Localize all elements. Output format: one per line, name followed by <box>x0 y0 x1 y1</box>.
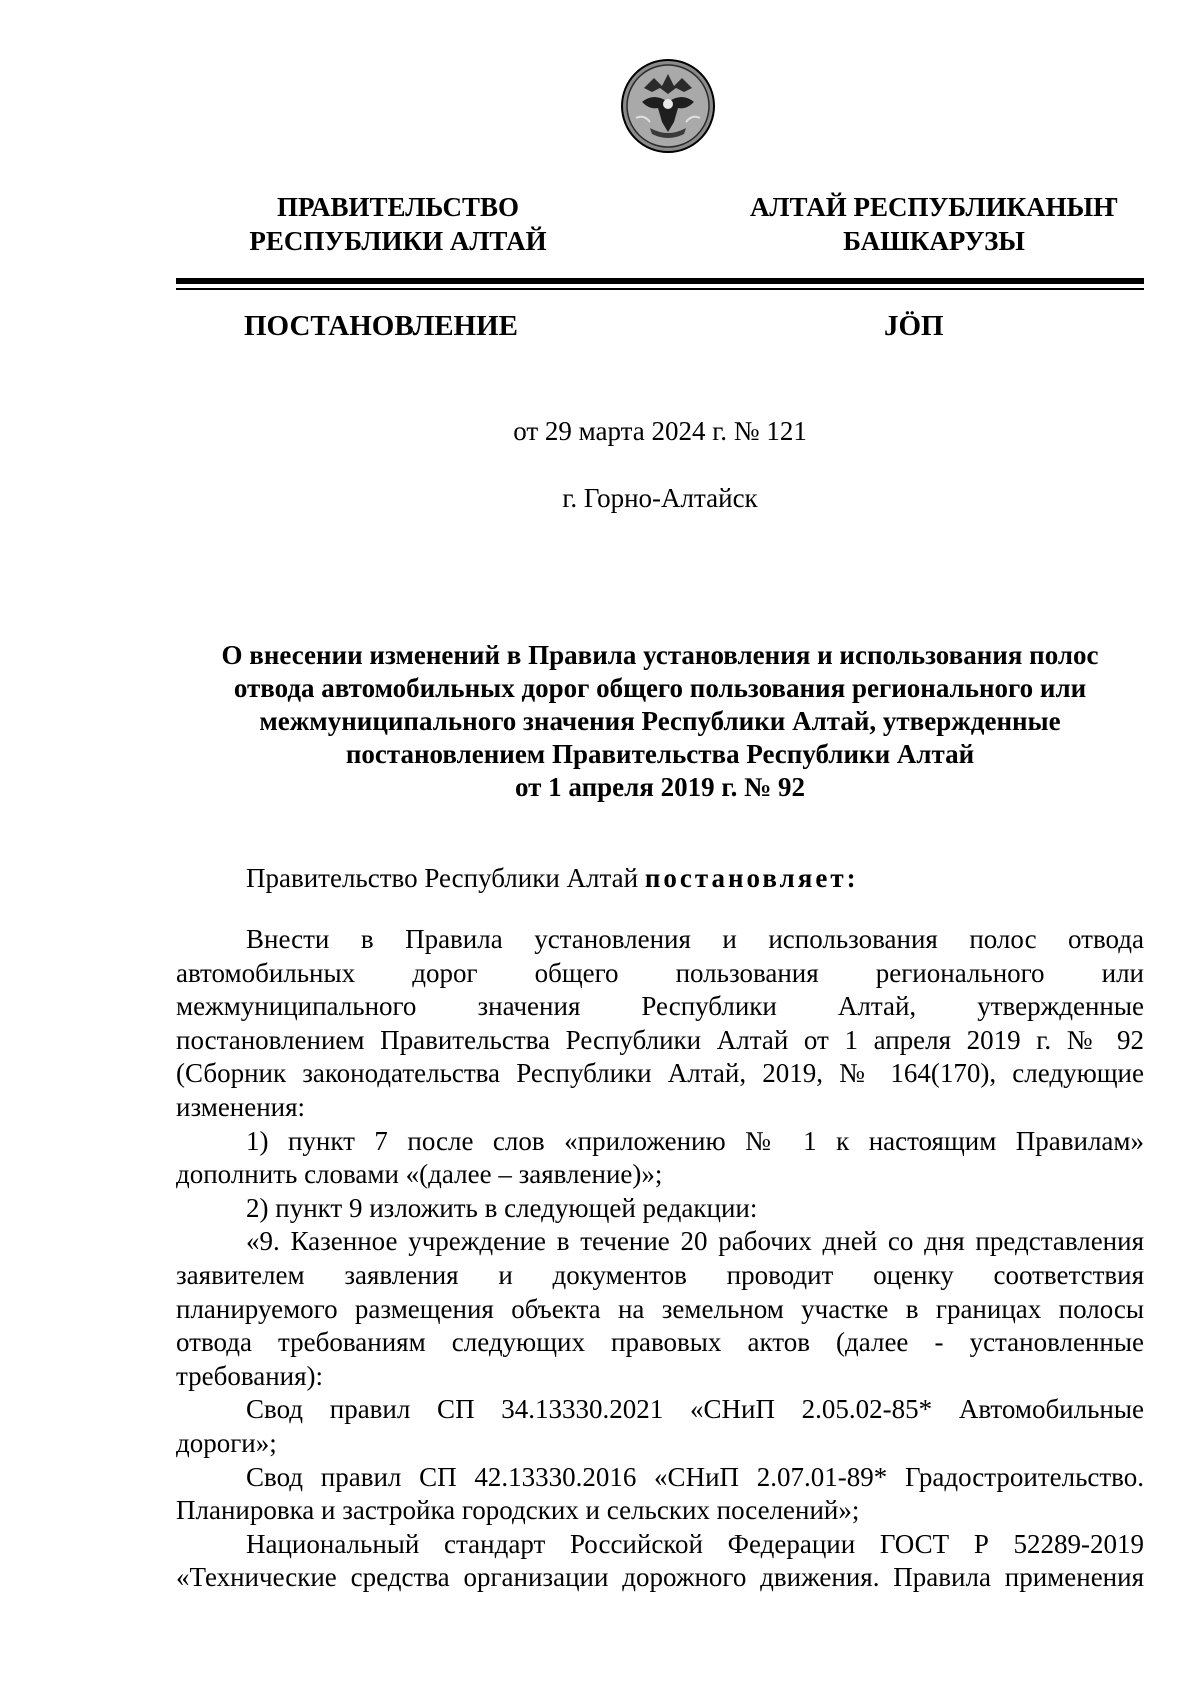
preamble-text: Правительство Республики Алтай <box>246 863 645 893</box>
body-line: дополнить словами «(далее – заявление)»; <box>176 1159 663 1190</box>
title-line: от 1 апреля 2019 г. № 92 <box>515 772 805 802</box>
body-line: постановлением Правительства Республики Алтай от 1 апреля 2019 г. № 92 <box>176 1024 1144 1055</box>
header-left <box>228 190 568 258</box>
body-line: межмуниципального значения Республики Алтай, утвержденные <box>176 991 1144 1022</box>
body-line: отвода требованиям следующих правовых актов (далее - установленные <box>176 1327 1144 1358</box>
body-line: Свод правил СП 34.13330.2021 «СНиП 2.05.02-85* Автомобильные <box>246 1394 1144 1425</box>
header-divider-thin <box>176 288 1144 290</box>
title-line: межмуниципального значения Республики Алтай, утвержденные <box>259 706 1061 736</box>
body-line: 2) пункт 9 изложить в следующей редакции: <box>246 1192 758 1223</box>
doc-type-russian: ПОСТАНОВЛЕНИЕ <box>244 310 519 342</box>
body-line: автомобильных дорог общего пользования регионального или <box>176 957 1144 988</box>
header-divider-thick <box>176 278 1144 284</box>
body-line: «9. Казенное учреждение в течение 20 рабочих дней со дня представления <box>246 1226 1144 1257</box>
document-city: г. Горно-Алтайск <box>562 483 758 513</box>
document-date-number: от 29 марта 2024 г. № 121 <box>513 416 807 446</box>
body-line: планируемого размещения объекта на земельном участке в границах полосы <box>176 1293 1144 1324</box>
document-body <box>176 923 1144 1595</box>
header-left-line2: РЕСПУБЛИКИ АЛТАЙ <box>249 226 547 256</box>
body-line: Национальный стандарт Российской Федерации ГОСТ Р 52289-2019 <box>246 1528 1144 1559</box>
doc-type-altai: JӦП <box>884 310 944 342</box>
body-line: заявителем заявления и документов проводит оценку соответствия <box>176 1259 1144 1290</box>
body-line: Свод правил СП 42.13330.2016 «СНиП 2.07.01-89* Градостроительство. <box>246 1461 1144 1492</box>
title-line: отвода автомобильных дорог общего пользования регионального или <box>233 673 1087 703</box>
body-line: Планировка и застройка городских и сельских поселений»; <box>176 1495 860 1526</box>
header-left-line1: ПРАВИТЕЛЬСТВО <box>276 192 520 222</box>
body-line: дороги»; <box>176 1427 277 1458</box>
title-line: постановлением Правительства Республики Алтай <box>345 739 975 769</box>
body-line: «Технические средства организации дорожного движения. Правила применения <box>176 1562 1144 1593</box>
header-right-line1: АЛТАЙ РЕСПУБЛИКАНЫҤ <box>749 192 1119 222</box>
header-right-line2: БАШКАРУЗЫ <box>843 226 1025 256</box>
body-line: Внести в Правила установления и использования полос отвода <box>246 924 1144 954</box>
body-line: требования): <box>176 1360 324 1391</box>
coat-of-arms-icon <box>620 58 716 154</box>
body-line: 1) пункт 7 после слов «приложению № 1 к настоящим Правилам» <box>246 1125 1144 1156</box>
preamble-emphasis: постановляет: <box>644 863 859 893</box>
header-right <box>734 190 1134 258</box>
preamble <box>246 861 859 895</box>
title-line: О внесении изменений в Правила установления и использования полос <box>221 640 1099 670</box>
document-title <box>176 639 1144 804</box>
body-line: (Сборник законодательства Республики Алтай, 2019, № 164(170), следующие <box>176 1058 1144 1089</box>
body-line: изменения: <box>176 1091 306 1122</box>
